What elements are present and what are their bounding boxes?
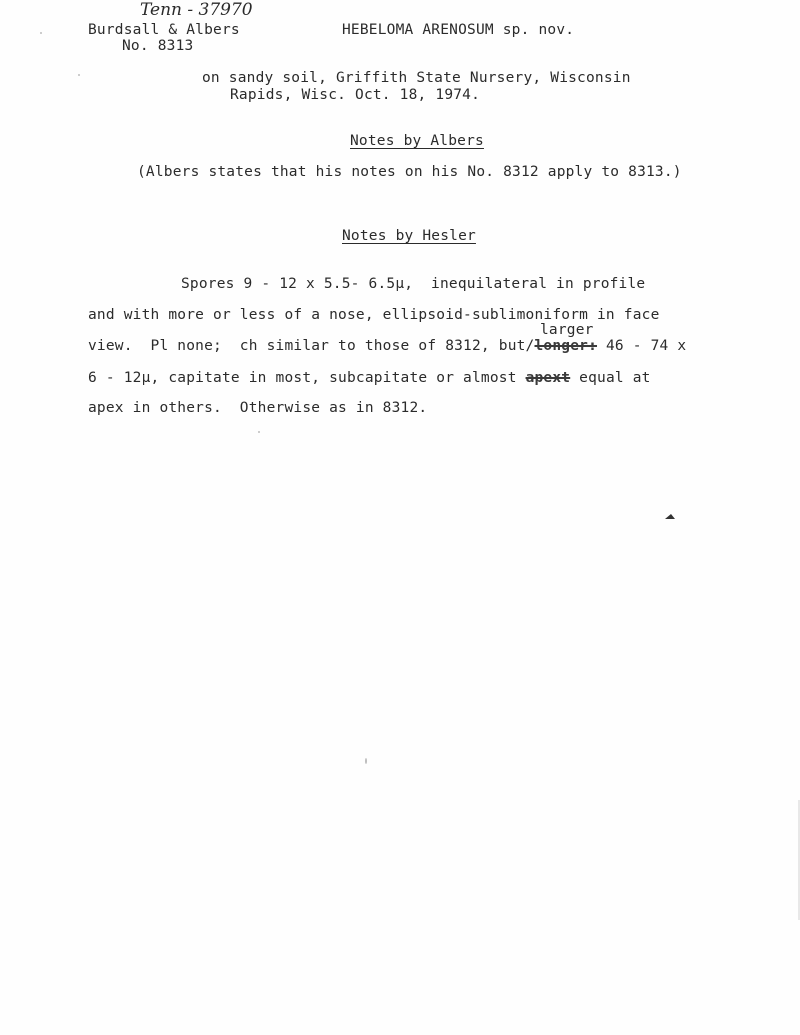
collection-number: No. 8313 xyxy=(122,38,194,54)
handwritten-accession-number: Tenn - 37970 xyxy=(140,0,253,20)
albers-notes-text: (Albers states that his notes on his No. 8312 apply to 8313.) xyxy=(137,164,682,180)
hesler-line-3 xyxy=(88,337,686,355)
hesler-line-4 xyxy=(88,369,651,387)
hesler-notes-heading: Notes by Hesler xyxy=(342,228,476,244)
hesler-line-2: and with more or less of a nose, ellipsoid-sublimoniform in face xyxy=(88,307,660,323)
struck-word-apex: apext xyxy=(525,370,571,386)
albers-notes-heading: Notes by Albers xyxy=(350,133,484,149)
hesler-line-1: Spores 9 - 12 x 5.5- 6.5µ, inequilateral in profile xyxy=(181,276,646,292)
scan-speck xyxy=(365,758,367,764)
hesler-line-4-start: 6 - 12µ, capitate in most, subcapitate or almost xyxy=(88,370,526,386)
species-title: HEBELOMA ARENOSUM sp. nov. xyxy=(342,22,575,38)
locality-line-1: on sandy soil, Griffith State Nursery, Wisconsin xyxy=(202,70,631,86)
collectors-name: Burdsall & Albers xyxy=(88,22,240,38)
scan-speck xyxy=(78,74,80,76)
hesler-line-4-end: equal at xyxy=(570,370,651,386)
hesler-line-3-start: view. Pl none; ch similar to those of 8312, but/ xyxy=(88,338,535,354)
scan-speck xyxy=(40,32,42,34)
scan-speck xyxy=(258,431,260,433)
struck-word-longer: longer: xyxy=(534,338,598,354)
hesler-line-3-end: 46 - 74 x xyxy=(597,338,687,354)
hesler-insertion-word: larger xyxy=(540,322,594,338)
locality-line-2: Rapids, Wisc. Oct. 18, 1974. xyxy=(230,87,481,103)
pen-mark xyxy=(665,514,675,519)
hesler-line-5: apex in others. Otherwise as in 8312. xyxy=(88,400,428,416)
